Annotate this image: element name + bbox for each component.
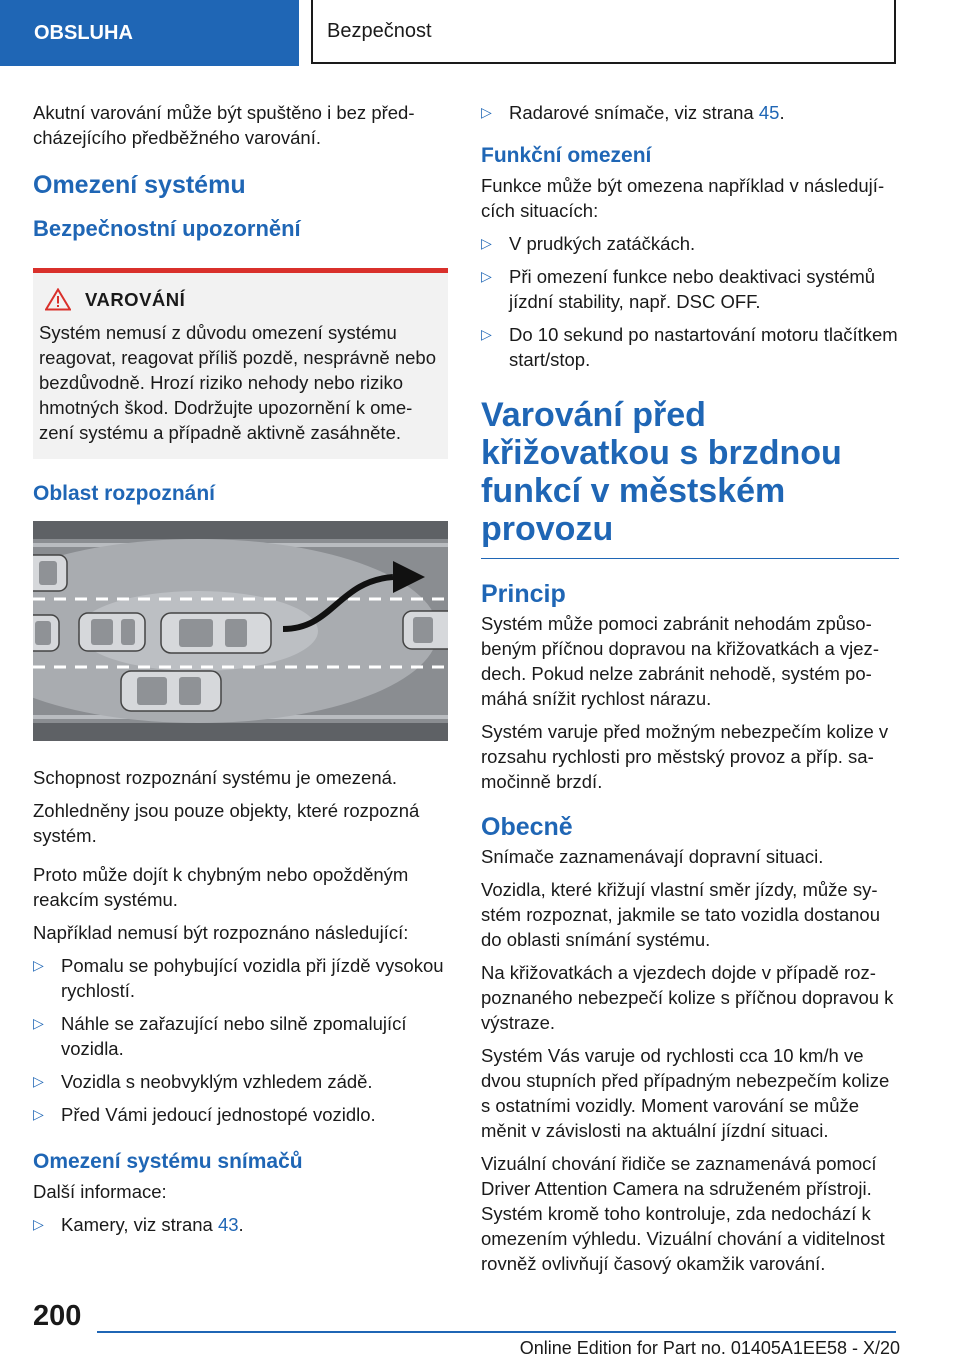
list-item: ▷ Radarové snímače, viz strana 45. bbox=[481, 102, 785, 123]
heading-safety-notes: Bezpečnostní upozornění bbox=[33, 216, 301, 241]
heading-system-limits: Omezení systému bbox=[33, 171, 246, 199]
list-item: ▷ Pomalu se pohybující vozidla při jízdě vysokou rychlostí. bbox=[33, 955, 444, 1001]
footer-divider bbox=[97, 1331, 896, 1333]
car-left-top bbox=[33, 555, 67, 591]
general-paragraph-5: Vizuální chování řidiče se zaznamenává pomocí Driver Attention Camera na sdruženém přístroji. Systém kromě toho kontroluje, zda nedochází k omezením výhledu. Vizuální chování a viditelnost rovněž ovlivňují časový okamžik varování. bbox=[481, 1153, 885, 1274]
heading-principle: Princip bbox=[481, 580, 566, 608]
detection-area-illustration bbox=[33, 521, 448, 741]
function-limits-list bbox=[481, 231, 899, 372]
chapter-tab: OBSLUHA bbox=[0, 0, 299, 66]
sensor-links-list bbox=[33, 1212, 448, 1237]
undetected-list bbox=[33, 953, 448, 1127]
bullet-triangle-icon: ▷ bbox=[481, 235, 492, 251]
section-title: Bezpečnost bbox=[311, 0, 896, 64]
list-item: ▷ Do 10 sekund po nastartování motoru tlačítkem start/stop. bbox=[481, 324, 898, 370]
heading-sensor-limits: Omezení systému snímačů bbox=[33, 1150, 303, 1173]
footer-edition: Online Edition for Part no. 01405A1EE58 - X/20 bbox=[519, 1338, 900, 1358]
list-item: ▷ Kamery, viz strana 43. bbox=[33, 1214, 244, 1235]
list-item: ▷ Před Vámi jedoucí jednostopé vozidlo. bbox=[33, 1104, 376, 1125]
warning-text: Systém nemusí z důvodu omezení systému reagovat, reagovat příliš pozdě, nesprávně nebo bezdůvodně. Hrozí riziko nehody nebo riziko hmotných škod. Dodržujte upozornění k omezení systému a případně aktivně zasáhněte. bbox=[39, 322, 436, 443]
heading-general: Obecně bbox=[481, 813, 573, 841]
bullet-triangle-icon: ▷ bbox=[33, 1216, 44, 1232]
function-intro: Funkce může být omezena například v následujících situacích: bbox=[481, 175, 885, 221]
warning-triangle-icon bbox=[45, 288, 71, 311]
intro-text: Akutní varování může být spuštěno i bez předcházejícího předběžného varování. bbox=[33, 102, 415, 148]
bullet-triangle-icon: ▷ bbox=[481, 326, 492, 342]
warning-box bbox=[33, 268, 448, 459]
list-item: ▷ Náhle se zařazující nebo silně zpomalující vozidla. bbox=[33, 1013, 407, 1059]
warning-title: VAROVÁNÍ bbox=[85, 289, 186, 310]
more-info-label: Další informace: bbox=[33, 1181, 167, 1202]
heading-function-limits: Funkční omezení bbox=[481, 144, 652, 167]
bullet-triangle-icon: ▷ bbox=[481, 104, 492, 120]
bullet-triangle-icon: ▷ bbox=[33, 1106, 44, 1122]
principle-paragraph-1: Systém může pomoci zabránit nehodám způsobeným příčnou dopravou na křižovatkách a vjezdech. Pokud nelze zabránit nehodě, systém pomáhá snížit rychlost nárazu. bbox=[481, 613, 879, 709]
bullet-triangle-icon: ▷ bbox=[481, 268, 492, 284]
car-ego bbox=[161, 613, 271, 653]
principle-paragraph-2: Systém varuje před možným nebezpečím kolize v rozsahu rychlosti pro městský provoz a příp. samočinně brzdí. bbox=[481, 721, 889, 792]
car-right-edge bbox=[403, 611, 448, 649]
radar-page-link[interactable]: 45 bbox=[758, 102, 780, 123]
radar-link-list bbox=[481, 100, 899, 125]
bullet-triangle-icon: ▷ bbox=[33, 1073, 44, 1089]
heading-main-section: Varování před křižovatkou s brzdnou funkcí v městském provozu bbox=[481, 396, 899, 559]
page-number: 200 bbox=[33, 1300, 82, 1332]
car-left-middle bbox=[33, 615, 59, 651]
car-lower-lane bbox=[121, 671, 221, 711]
general-paragraph-3: Na křižovatkách a vjezdech dojde v případě rozpoznaného nebezpečí kolize s příčnou dopravou k výstraze. bbox=[481, 962, 894, 1033]
right-column bbox=[481, 100, 899, 1284]
list-item: ▷ Při omezení funkce nebo deaktivaci systémů jízdní stability, např. DSC OFF. bbox=[481, 266, 876, 312]
general-paragraph-4: Systém Vás varuje od rychlosti cca 10 km/h ve dvou stupních před případným nebezpečím kolize s ostatními vozidly. Moment varování se může měnit v závislosti na aktuální jízdní situaci. bbox=[481, 1045, 890, 1141]
bullet-triangle-icon: ▷ bbox=[33, 1015, 44, 1031]
general-paragraph-1: Snímače zaznamenávají dopravní situaci. bbox=[481, 846, 824, 867]
paragraph-example: Například nemusí být rozpoznáno následující: bbox=[33, 922, 409, 943]
warning-header bbox=[45, 287, 440, 312]
heading-detection-area: Oblast rozpoznání bbox=[33, 482, 216, 505]
general-paragraph-2: Vozidla, které křižují vlastní směr jízdy, může systém rozpoznat, jakmile se tato vozidla dostanou do oblasti snímání systému. bbox=[481, 879, 880, 950]
list-item: ▷ V prudkých zatáčkách. bbox=[481, 233, 696, 254]
paragraph-detection-limited: Schopnost rozpoznání systému je omezená. bbox=[33, 767, 398, 788]
bullet-triangle-icon: ▷ bbox=[33, 957, 44, 973]
paragraph-false-reactions: Proto může dojít k chybným nebo opožděným reakcím systému. bbox=[33, 864, 409, 910]
left-column bbox=[33, 100, 448, 1245]
cameras-page-link[interactable]: 43 bbox=[217, 1214, 239, 1235]
car-left-front bbox=[79, 613, 145, 651]
paragraph-objects: Zohledněny jsou pouze objekty, které rozpozná systém. bbox=[33, 800, 420, 846]
list-item: ▷ Vozidla s neobvyklým vzhledem zádě. bbox=[33, 1071, 373, 1092]
